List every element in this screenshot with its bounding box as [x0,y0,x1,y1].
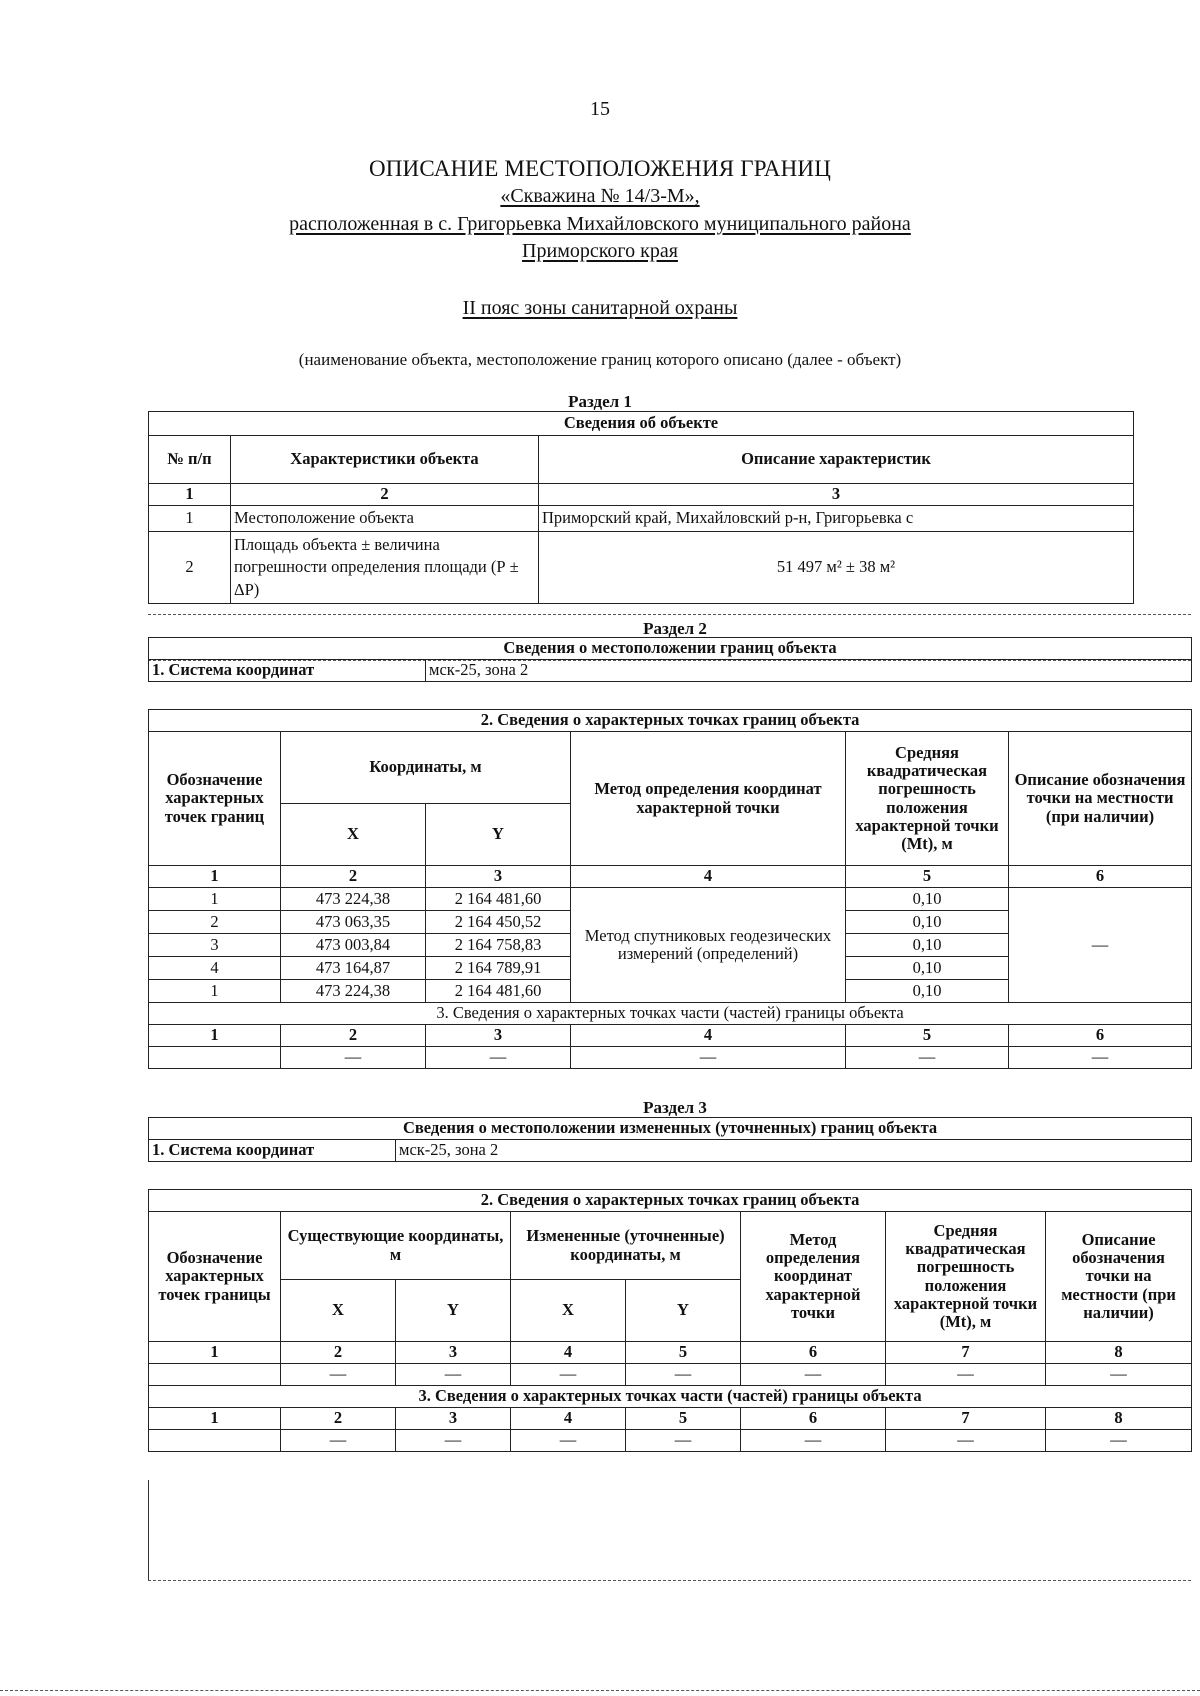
col-index: 5 [846,866,1009,888]
section3-title: Раздел 3 [643,1098,707,1117]
point-id: 1 [149,888,281,911]
row-characteristic: Местоположение объекта [231,506,539,532]
spacer [149,682,1192,710]
y-header: Y [626,1280,741,1342]
dash-cell: — [741,1364,886,1386]
subsection-2-caption: 2. Сведения о характерных точках границ объекта [149,1190,1192,1212]
point-id: 4 [149,957,281,980]
section1-table [148,411,1134,604]
point-x: 473 003,84 [281,934,426,957]
col-characteristics-header: Характеристики объекта [231,436,539,484]
point-id: 3 [149,934,281,957]
col-index: 4 [511,1342,626,1364]
zone-title: II пояс зоны санитарной охраны [462,297,738,319]
page-number: 15 [590,98,610,120]
row-number: 1 [149,506,231,532]
point-x: 473 224,38 [281,888,426,911]
table-row [149,532,1134,604]
description-cell: — [1009,888,1192,1003]
dash-cell: — [1009,1047,1192,1069]
dash-cell: — [1046,1364,1192,1386]
spacer [149,1162,1192,1190]
subsection-3-caption: 3. Сведения о характерных точках части (частей) границы объекта [149,1386,1192,1408]
object-location-line2: Приморского края [522,240,678,262]
section2-table [148,637,1192,1069]
col-description-header: Описание характеристик [539,436,1134,484]
section2-caption: Сведения о местоположении границ объекта [149,638,1192,660]
document-title: ОПИСАНИЕ МЕСТОПОЛОЖЕНИЯ ГРАНИЦ [368,156,832,181]
col-index: 2 [281,1342,396,1364]
col-number-header: № п/п [149,436,231,484]
dash-cell: — [886,1430,1046,1452]
object-note: (наименование объекта, местоположение границ которого описано (далее - объект) [298,350,902,369]
coord-system-value: мск-25, зона 2 [426,660,1192,682]
col-index: 1 [149,1342,281,1364]
subsection-3-caption: 3. Сведения о характерных точках части (частей) границы объекта [149,1003,1192,1025]
y-header: Y [426,804,571,866]
col-index: 4 [511,1408,626,1430]
dash-cell: — [1046,1430,1192,1452]
divider [148,1580,1191,1581]
col-index: 3 [539,484,1134,506]
table-row [149,1047,1192,1069]
col-index: 7 [886,1342,1046,1364]
section1-title: Раздел 1 [568,392,632,411]
x-header: X [511,1280,626,1342]
mt-header: Средняя квадратическая погрешность положения характерной точки (Mt), м [846,732,1009,866]
col-index: 2 [281,1408,396,1430]
point-id: 2 [149,911,281,934]
col-index: 1 [149,1025,281,1047]
empty-cell [149,1364,281,1386]
table-row [149,506,1134,532]
col-index: 2 [231,484,539,506]
dash-cell: — [396,1430,511,1452]
point-mt: 0,10 [846,888,1009,911]
coord-system-label: 1. Система координат [149,1140,396,1162]
point-mt: 0,10 [846,980,1009,1003]
divider [148,614,1191,615]
col-index: 3 [396,1342,511,1364]
table-row [149,1364,1192,1386]
point-mt: 0,10 [846,911,1009,934]
table-row [149,1430,1192,1452]
col-index: 4 [571,866,846,888]
method-header: Метод определения координат характерной точки [741,1212,886,1342]
empty-cell [149,1430,281,1452]
point-header: Обозначение характерных точек границы [149,1212,281,1342]
point-mt: 0,10 [846,934,1009,957]
dash-cell: — [571,1047,846,1069]
section3-table [148,1117,1192,1452]
empty-cell [149,1047,281,1069]
dash-cell: — [626,1364,741,1386]
dash-cell: — [281,1047,426,1069]
dash-cell: — [281,1364,396,1386]
col-index: 5 [626,1408,741,1430]
col-index: 6 [741,1408,886,1430]
coords-header: Координаты, м [281,732,571,804]
dash-cell: — [741,1430,886,1452]
col-index: 5 [846,1025,1009,1047]
point-x: 473 224,38 [281,980,426,1003]
col-index: 2 [281,1025,426,1047]
x-header: X [281,1280,396,1342]
mt-header: Средняя квадратическая погрешность положения характерной точки (Mt), м [886,1212,1046,1342]
row-value: Приморский край, Михайловский р-н, Григорьевка с [539,506,1134,532]
point-x: 473 063,35 [281,911,426,934]
col-index: 8 [1046,1408,1192,1430]
dash-cell: — [281,1430,396,1452]
row-number: 2 [149,532,231,604]
method-header: Метод определения координат характерной точки [571,732,846,866]
object-location-line1: расположенная в с. Григорьевка Михайловского муниципального района [289,213,911,235]
changed-coords-header: Измененные (уточненные) координаты, м [511,1212,741,1280]
dash-cell: — [511,1430,626,1452]
dash-cell: — [426,1047,571,1069]
description-header: Описание обозначения точки на местности (при наличии) [1046,1212,1192,1342]
col-index: 7 [886,1408,1046,1430]
description-header: Описание обозначения точки на местности (при наличии) [1009,732,1192,866]
coord-system-value: мск-25, зона 2 [396,1140,1192,1162]
point-y: 2 164 789,91 [426,957,571,980]
object-name: «Скважина № 14/3-М», [500,185,700,207]
col-index: 4 [571,1025,846,1047]
col-index: 6 [1009,866,1192,888]
col-index: 3 [426,866,571,888]
table-row [149,888,1192,911]
method-cell: Метод спутниковых геодезических измерений (определений) [571,888,846,1003]
subsection-2-caption: 2. Сведения о характерных точках границ объекта [149,710,1192,732]
section3-caption: Сведения о местоположении измененных (уточненных) границ объекта [149,1118,1192,1140]
row-value: 51 497 м² ± 38 м² [539,532,1134,604]
existing-coords-header: Существующие координаты, м [281,1212,511,1280]
point-y: 2 164 481,60 [426,888,571,911]
y-header: Y [396,1280,511,1342]
dash-cell: — [886,1364,1046,1386]
coord-system-label: 1. Система координат [149,660,426,682]
dash-cell: — [626,1430,741,1452]
dash-cell: — [846,1047,1009,1069]
point-y: 2 164 758,83 [426,934,571,957]
col-index: 3 [396,1408,511,1430]
col-index: 1 [149,866,281,888]
col-index: 6 [1009,1025,1192,1047]
point-id: 1 [149,980,281,1003]
col-index: 8 [1046,1342,1192,1364]
col-index: 2 [281,866,426,888]
point-header: Обозначение характерных точек границ [149,732,281,866]
col-index: 6 [741,1342,886,1364]
col-index: 1 [149,484,231,506]
margin-line [148,1480,149,1580]
section1-caption: Сведения об объекте [149,412,1134,436]
point-x: 473 164,87 [281,957,426,980]
col-index: 1 [149,1408,281,1430]
point-y: 2 164 450,52 [426,911,571,934]
col-index: 3 [426,1025,571,1047]
point-mt: 0,10 [846,957,1009,980]
col-index: 5 [626,1342,741,1364]
section2-title: Раздел 2 [643,619,707,638]
row-characteristic: Площадь объекта ± величина погрешности определения площади (Р ± ΔР) [231,532,539,604]
dash-cell: — [396,1364,511,1386]
scan-edge [0,1690,1200,1691]
x-header: X [281,804,426,866]
point-y: 2 164 481,60 [426,980,571,1003]
dash-cell: — [511,1364,626,1386]
